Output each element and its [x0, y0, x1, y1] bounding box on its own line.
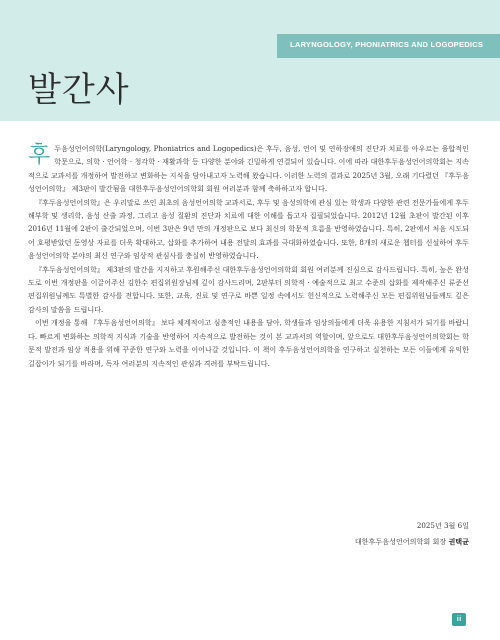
signature-affiliation: 대한후두음성언어의학회 회장: [354, 537, 447, 546]
preface-body: [28, 142, 469, 370]
signer-name: 권택균: [448, 537, 469, 546]
signature-line: [355, 534, 469, 550]
preface-paragraph-3: 『후두음성언어의학』 제3판의 발간을 지지하고 후원해주신 대한후두음성언어의학회 회원 여러분께 진심으로 감사드립니다. 특히, 높은 완성도로 이번 개정판을 이끌어주신 김한수 편집위원장님께 깊이 감사드리며, 2판부터 의학적 · 예술적으로 최고 수준의 삽화를 제작해주신 류준선 편집위원님께도 특별한 감사를 전합니다. 또한, 교육, 진료 및 연구로 바쁜 일정 속에서도 헌신적으로 노력해주신 모든 편집위원님들께도 깊은 감사의 말씀을 드립니다.: [28, 264, 470, 314]
signature-date: 2025년 3월 6일: [416, 521, 469, 530]
preface-paragraph-1-text: 두음성언어의학(Laryngology, Phoniatrics and Logopedics)은 후두, 음성, 언어 및 연하장애의 진단과 치료를 아우르는 융합적인 학문으로, 의학 · 언어학 · 청각학 · 재활과학 등 다양한 분야와 긴밀하게 연결되어 있습니다. 이에 따라 대한후두음성언어의학회는 지속적으로 교과서를 개정하여 발전하고 변화하는 지식을 담아내고자 노력해 왔습니다. 이러한 노력의 결과로 2025년 3월, 오래 기다렸던 『후두음성언어의학』 제3판이 발간됨을 대한후두음성언어의학회 회원 여러분과 함께 축하하고자 합니다.: [28, 144, 469, 194]
page-number: iii: [452, 613, 466, 626]
page-title: 발간사: [28, 70, 130, 110]
drop-cap: 후: [28, 142, 51, 168]
preface-paragraph-2: 『후두음성언어의학』은 우리말로 쓰인 최초의 음성언어의학 교과서로, 후두 및 음성의학에 관심 있는 학생과 다양한 관련 전문가들에게 후두 해부학 및 생리학, 음성 산출 과정, 그리고 음성 질환의 진단과 치료에 대한 이해를 돕고자 집필되었습니다. 2012년 12월 초판이 발간된 이후 2016년 11월에 2판이 출간되었으며, 이번 3판은 9년 만의 개정판으로 보다 최신의 학문적 흐름을 반영하였습니다. 특히, 2판에서 처음 시도되어 호평받았던 동영상 자료를 더욱 확대하고, 삽화를 추가하여 내용 전달의 효과를 극대화하였습니다. 또한, 8개의 새로운 챕터를 신설하여 후두음성언어의학 분야의 최신 연구와 임상적 관심사를 충실히 반영하였습니다.: [28, 197, 470, 261]
preface-paragraph-1: [28, 142, 469, 196]
preface-paragraph-4: 이번 개정을 통해 『후두음성언어의학』 보다 체계적이고 심층적인 내용을 담아, 학생들과 임상의들에게 더욱 유용한 지침서가 되기를 바랍니다. 빠르게 변화하는 의학적 지식과 기술을 반영하여 지속적으로 발전하는 것이 본 교과서의 역할이며, 앞으로도 대한후두음성언어의학회는 학문적 발전과 임상 적용을 위해 꾸준한 연구와 노력을 이어나갈 것입니다. 이 책이 후두음성언어의학을 연구하고 실천하는 모든 이들에게 유익한 길잡이가 되기를 바라며, 독자 여러분의 지속적인 관심과 격려를 부탁드립니다.: [28, 318, 470, 368]
signature-block: [355, 518, 469, 550]
journal-name: LARYNGOLOGY, PHONIATRICS AND LOGOPEDICS: [290, 40, 484, 49]
